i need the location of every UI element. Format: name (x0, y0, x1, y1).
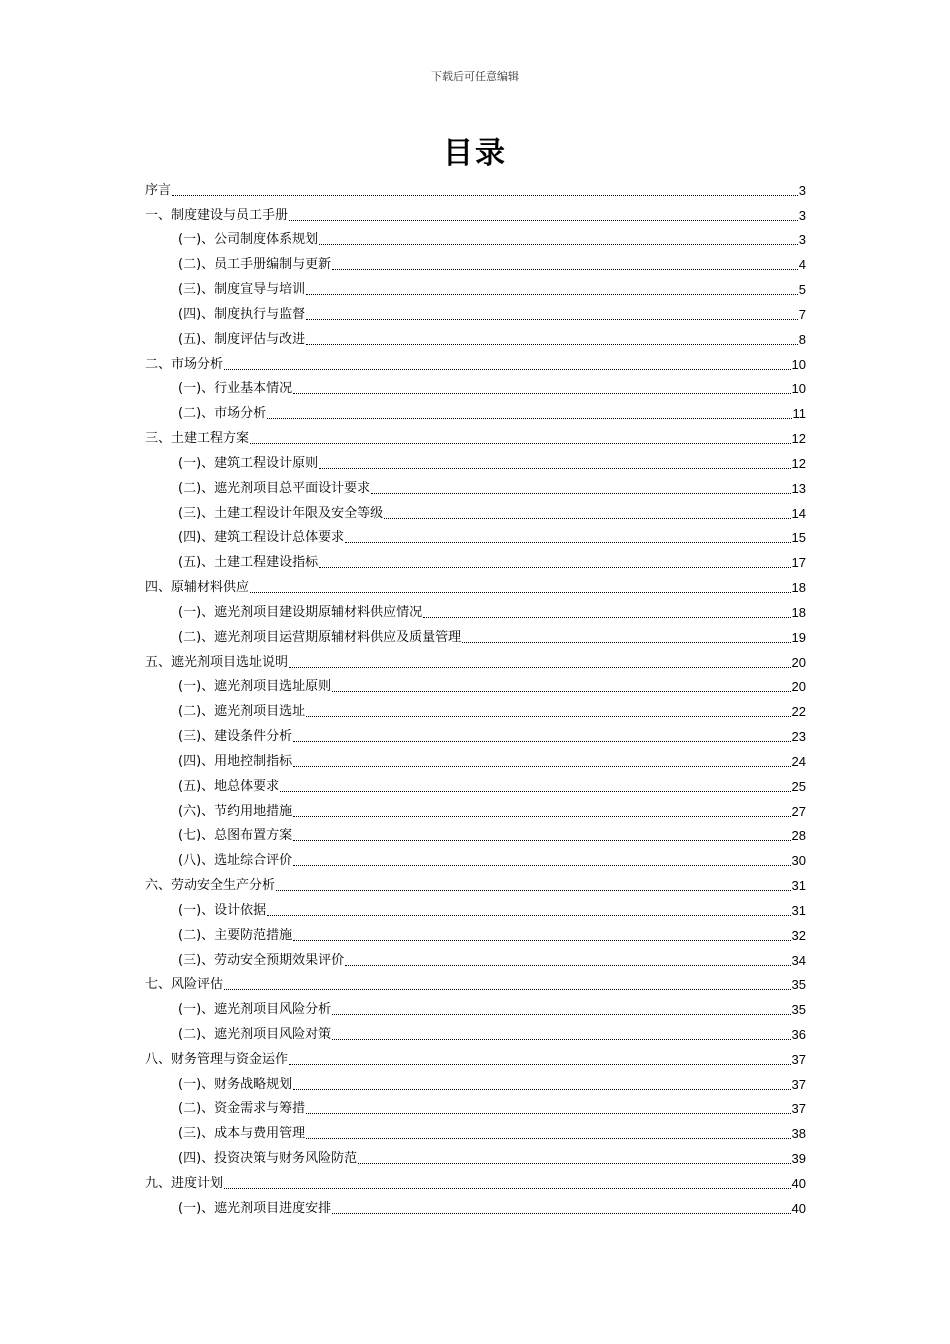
toc-entry-page-number: 37 (791, 1101, 806, 1117)
toc-dot-leader (306, 344, 798, 345)
toc-entry-title: (四)、投资决策与财务风险防范 (178, 1151, 358, 1167)
toc-entry[interactable] (145, 621, 806, 646)
toc-entry-page-number: 40 (791, 1175, 806, 1191)
toc-entry-title: (二)、市场分析 (178, 406, 267, 422)
toc-dot-leader (293, 940, 790, 941)
toc-entry-page-number: 28 (791, 828, 806, 844)
table-of-contents (145, 174, 806, 1217)
toc-entry[interactable] (145, 795, 806, 820)
toc-entry-page-number: 17 (791, 555, 806, 571)
toc-entry-title: 七、风险评估 (145, 977, 224, 993)
toc-dot-leader (293, 741, 790, 742)
toc-entry-page-number: 22 (791, 704, 806, 720)
toc-entry-title: (二)、遮光剂项目总平面设计要求 (178, 480, 371, 496)
toc-entry-page-number: 32 (791, 927, 806, 943)
toc-entry-title: (五)、土建工程建设指标 (178, 555, 319, 571)
toc-entry-page-number: 3 (798, 207, 806, 223)
toc-entry-page-number: 39 (791, 1151, 806, 1167)
toc-entry[interactable] (145, 1192, 806, 1217)
toc-entry-title: 八、财务管理与资金运作 (145, 1051, 289, 1067)
toc-entry-page-number: 37 (791, 1076, 806, 1092)
toc-entry-title: 一、制度建设与员工手册 (145, 207, 289, 223)
toc-entry[interactable] (145, 695, 806, 720)
toc-entry-title: (六)、节约用地措施 (178, 803, 293, 819)
toc-dot-leader (345, 542, 790, 543)
toc-entry-title: (一)、建筑工程设计原则 (178, 455, 319, 471)
toc-entry-page-number: 12 (791, 455, 806, 471)
toc-entry-page-number: 36 (791, 1026, 806, 1042)
toc-entry[interactable] (145, 1043, 806, 1068)
toc-entry[interactable] (145, 1142, 806, 1167)
toc-dot-leader (224, 1188, 791, 1189)
toc-dot-leader (319, 244, 798, 245)
toc-entry-page-number: 30 (791, 853, 806, 869)
toc-entry-title: (一)、财务战略规划 (178, 1076, 293, 1092)
toc-dot-leader (250, 592, 791, 593)
toc-dot-leader (250, 443, 791, 444)
toc-entry-title: (二)、员工手册编制与更新 (178, 257, 332, 273)
toc-entry-page-number: 5 (798, 282, 806, 298)
toc-entry-title: (四)、建筑工程设计总体要求 (178, 530, 345, 546)
toc-entry-page-number: 8 (798, 331, 806, 347)
toc-dot-leader (293, 840, 790, 841)
toc-entry-page-number: 38 (791, 1126, 806, 1142)
toc-entry-title: (一)、遮光剂项目建设期原辅材料供应情况 (178, 604, 423, 620)
toc-dot-leader (306, 294, 798, 295)
toc-entry-title: (二)、遮光剂项目运营期原辅材料供应及质量管理 (178, 629, 462, 645)
toc-dot-leader (289, 1064, 791, 1065)
toc-entry-page-number: 20 (791, 679, 806, 695)
toc-entry[interactable] (145, 447, 806, 472)
toc-dot-leader (289, 667, 791, 668)
toc-entry-title: (三)、土建工程设计年限及安全等级 (178, 505, 384, 521)
toc-entry[interactable] (145, 944, 806, 969)
toc-dot-leader (384, 518, 790, 519)
toc-entry-title: (四)、用地控制指标 (178, 753, 293, 769)
toc-entry-title: 四、原辅材料供应 (145, 580, 250, 596)
toc-entry-page-number: 31 (791, 902, 806, 918)
toc-entry[interactable] (145, 397, 806, 422)
toc-entry[interactable] (145, 844, 806, 869)
toc-entry[interactable] (145, 348, 806, 373)
toc-dot-leader (172, 195, 798, 196)
toc-entry-title: 序言 (145, 182, 172, 198)
toc-entry-title: (一)、遮光剂项目选址原则 (178, 679, 332, 695)
toc-entry-title: 九、进度计划 (145, 1175, 224, 1191)
toc-entry[interactable] (145, 546, 806, 571)
toc-entry[interactable] (145, 497, 806, 522)
toc-entry-page-number: 15 (791, 530, 806, 546)
toc-entry[interactable] (145, 1093, 806, 1118)
toc-entry-page-number: 27 (791, 803, 806, 819)
toc-dot-leader (293, 393, 790, 394)
toc-dot-leader (224, 989, 791, 990)
toc-dot-leader (306, 319, 798, 320)
toc-entry[interactable] (145, 199, 806, 224)
toc-dot-leader (319, 468, 790, 469)
toc-dot-leader (306, 1113, 790, 1114)
toc-entry[interactable] (145, 1068, 806, 1093)
toc-entry-page-number: 4 (798, 257, 806, 273)
toc-entry-title: 三、土建工程方案 (145, 431, 250, 447)
page-title: 目录 (443, 136, 507, 171)
toc-entry[interactable] (145, 919, 806, 944)
toc-entry-title: (五)、地总体要求 (178, 778, 280, 794)
toc-entry[interactable] (145, 820, 806, 845)
toc-entry[interactable] (145, 596, 806, 621)
toc-entry-title: (一)、公司制度体系规划 (178, 232, 319, 248)
toc-dot-leader (332, 1039, 790, 1040)
toc-entry-page-number: 25 (791, 778, 806, 794)
toc-entry-page-number: 37 (791, 1051, 806, 1067)
toc-dot-leader (423, 617, 790, 618)
toc-entry-page-number: 11 (792, 406, 806, 422)
toc-entry-page-number: 13 (791, 480, 806, 496)
toc-entry-page-number: 31 (791, 878, 806, 894)
toc-entry[interactable] (145, 1117, 806, 1142)
toc-entry-page-number: 24 (791, 753, 806, 769)
toc-entry-title: (三)、成本与费用管理 (178, 1126, 306, 1142)
toc-entry[interactable] (145, 745, 806, 770)
toc-dot-leader (319, 567, 790, 568)
toc-entry-page-number: 3 (798, 182, 806, 198)
toc-dot-leader (293, 1089, 790, 1090)
toc-entry[interactable] (145, 894, 806, 919)
toc-entry[interactable] (145, 571, 806, 596)
toc-dot-leader (332, 1014, 790, 1015)
toc-entry-title: 六、劳动安全生产分析 (145, 878, 276, 894)
toc-entry-title: (七)、总图布置方案 (178, 828, 293, 844)
toc-entry[interactable] (145, 1018, 806, 1043)
toc-entry-page-number: 12 (791, 431, 806, 447)
toc-entry-title: (二)、遮光剂项目选址 (178, 704, 306, 720)
toc-entry-title: (五)、制度评估与改进 (178, 331, 306, 347)
toc-entry-title: (一)、行业基本情况 (178, 381, 293, 397)
toc-dot-leader (280, 791, 790, 792)
toc-entry[interactable] (145, 522, 806, 547)
toc-entry[interactable] (145, 646, 806, 671)
toc-entry[interactable] (145, 993, 806, 1018)
toc-dot-leader (332, 269, 798, 270)
toc-entry-page-number: 35 (791, 977, 806, 993)
toc-entry[interactable] (145, 1167, 806, 1192)
toc-entry[interactable] (145, 671, 806, 696)
toc-entry-title: (八)、选址综合评价 (178, 853, 293, 869)
toc-entry-page-number: 7 (798, 306, 806, 322)
toc-entry[interactable] (145, 273, 806, 298)
toc-entry-title: 二、市场分析 (145, 356, 224, 372)
toc-entry[interactable] (145, 323, 806, 348)
toc-entry[interactable] (145, 969, 806, 994)
toc-dot-leader (332, 1213, 790, 1214)
toc-dot-leader (306, 1138, 790, 1139)
toc-dot-leader (371, 493, 790, 494)
toc-dot-leader (345, 965, 790, 966)
toc-entry-page-number: 10 (791, 381, 806, 397)
toc-entry[interactable] (145, 298, 806, 323)
toc-entry[interactable] (145, 174, 806, 199)
toc-entry-title: (三)、建设条件分析 (178, 729, 293, 745)
toc-dot-leader (289, 220, 798, 221)
toc-entry-page-number: 18 (791, 580, 806, 596)
toc-dot-leader (267, 915, 790, 916)
toc-entry-page-number: 23 (791, 729, 806, 745)
toc-entry-title: (一)、遮光剂项目风险分析 (178, 1002, 332, 1018)
toc-dot-leader (332, 691, 790, 692)
toc-entry-title: (三)、制度宣导与培训 (178, 282, 306, 298)
toc-entry-page-number: 10 (791, 356, 806, 372)
toc-entry-page-number: 40 (791, 1200, 806, 1216)
toc-entry-page-number: 34 (791, 952, 806, 968)
toc-entry-page-number: 3 (798, 232, 806, 248)
toc-entry-title: (二)、资金需求与筹措 (178, 1101, 306, 1117)
toc-entry-title: (四)、制度执行与监督 (178, 306, 306, 322)
toc-entry-title: (三)、劳动安全预期效果评价 (178, 952, 345, 968)
toc-entry-title: (二)、遮光剂项目风险对策 (178, 1026, 332, 1042)
toc-entry-title: (二)、主要防范措施 (178, 927, 293, 943)
toc-dot-leader (293, 766, 790, 767)
toc-entry[interactable] (145, 472, 806, 497)
toc-dot-leader (276, 890, 791, 891)
toc-entry[interactable] (145, 770, 806, 795)
header-note: 下载后可任意编辑 (431, 70, 519, 83)
toc-dot-leader (306, 716, 790, 717)
toc-entry-page-number: 14 (791, 505, 806, 521)
toc-entry-title: (一)、遮光剂项目进度安排 (178, 1200, 332, 1216)
toc-dot-leader (293, 816, 790, 817)
toc-entry[interactable] (145, 422, 806, 447)
toc-entry[interactable] (145, 248, 806, 273)
toc-entry-title: 五、遮光剂项目选址说明 (145, 654, 289, 670)
toc-entry[interactable] (145, 869, 806, 894)
toc-entry-page-number: 20 (791, 654, 806, 670)
toc-entry-page-number: 35 (791, 1002, 806, 1018)
toc-entry[interactable] (145, 373, 806, 398)
toc-dot-leader (267, 418, 791, 419)
toc-entry-page-number: 18 (791, 604, 806, 620)
toc-entry[interactable] (145, 720, 806, 745)
toc-dot-leader (462, 642, 790, 643)
toc-entry[interactable] (145, 224, 806, 249)
toc-entry-title: (一)、设计依据 (178, 902, 267, 918)
toc-dot-leader (224, 369, 791, 370)
toc-dot-leader (293, 865, 790, 866)
toc-dot-leader (358, 1163, 790, 1164)
toc-entry-page-number: 19 (791, 629, 806, 645)
